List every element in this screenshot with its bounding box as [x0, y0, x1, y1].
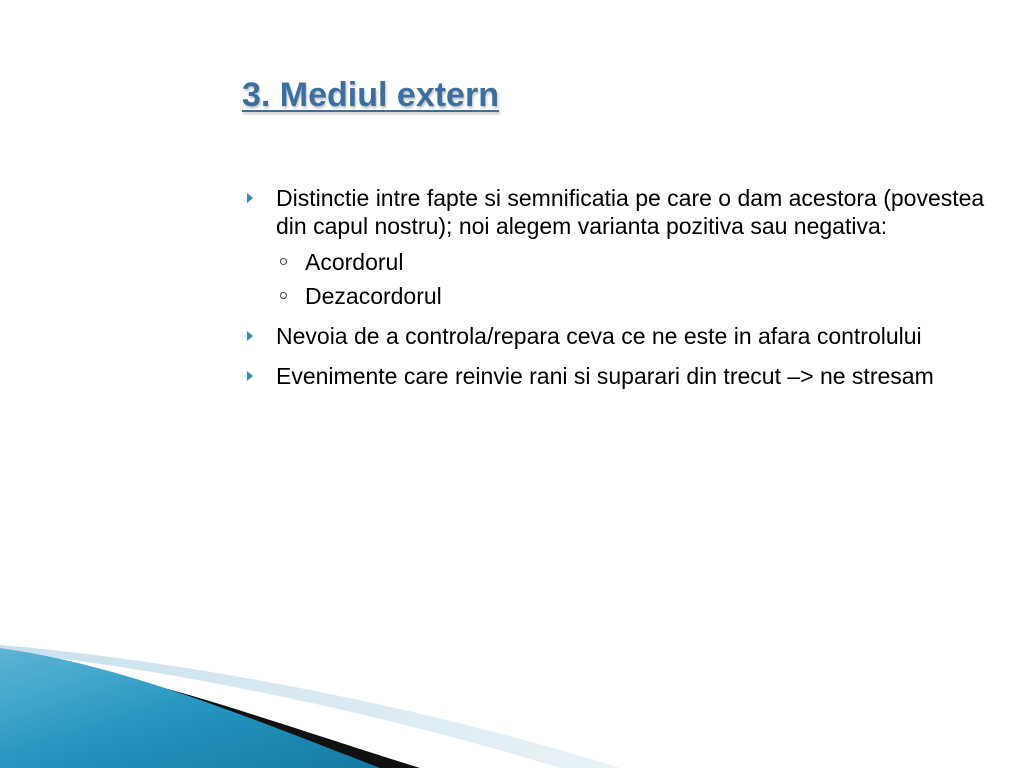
- wave-black-band: [0, 660, 420, 768]
- bullet-item-3: [244, 362, 1012, 390]
- sub-bullet-item-2: [276, 282, 1012, 310]
- sub-bullet-text-1: Acordorul: [305, 249, 404, 275]
- slide-title: 3. Mediul extern: [242, 76, 499, 114]
- bullet-text-2: Nevoia de a controla/repara ceva ce ne este in afara controlului: [276, 323, 922, 349]
- sub-bullet-item-1: [276, 248, 1012, 276]
- bullet-list: [244, 184, 1012, 402]
- triangle-right-icon: [247, 371, 253, 381]
- triangle-right-icon: [247, 193, 253, 203]
- triangle-right-icon: [247, 331, 253, 341]
- sub-bullet-text-2: Dezacordorul: [305, 283, 442, 309]
- hollow-circle-icon: [280, 292, 287, 299]
- bullet-item-2: [244, 322, 1012, 350]
- bullet-item-1: [244, 184, 1012, 310]
- wave-light-band: [0, 645, 620, 768]
- bullet-text-1: Distinctie intre fapte si semnificatia pe care o dam acestora (povestea din capul nostru); noi alegem varianta pozitiva sau negativa:: [276, 185, 985, 239]
- bullet-text-3: Evenimente care reinvie rani si suparari din trecut –> ne stresam: [276, 363, 934, 389]
- wave-blue-band: [0, 648, 380, 768]
- sub-bullet-list: [276, 248, 1012, 310]
- hollow-circle-icon: [280, 258, 287, 265]
